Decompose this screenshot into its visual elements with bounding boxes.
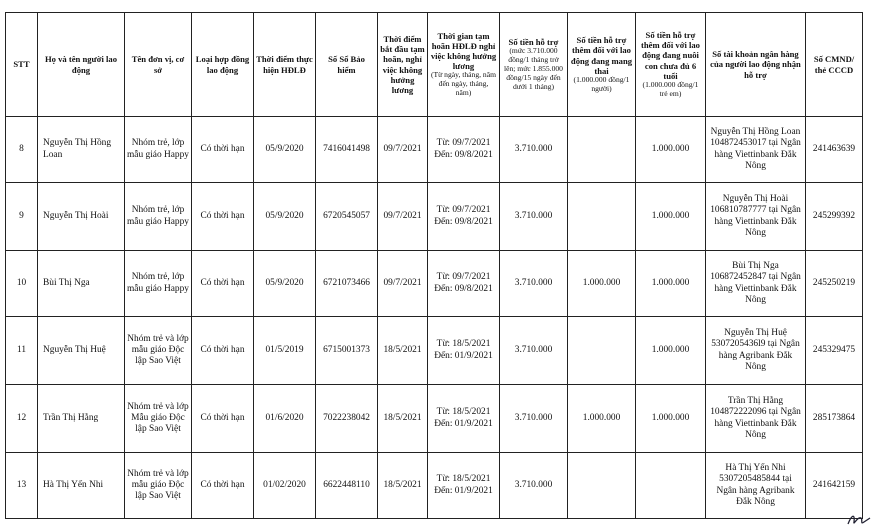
cell-unit: Nhóm trẻ, lớp mẫu giáo Happy bbox=[125, 251, 192, 317]
cell-time: 05/9/2020 bbox=[254, 117, 316, 183]
cell-start: 09/7/2021 bbox=[378, 251, 428, 317]
cell-start: 18/5/2021 bbox=[378, 385, 428, 453]
cell-insurance: 7416041498 bbox=[316, 117, 378, 183]
cell-insurance: 6720545057 bbox=[316, 183, 378, 251]
header-duration bbox=[428, 13, 500, 117]
cell-start: 18/5/2021 bbox=[378, 453, 428, 519]
cell-time: 01/02/2020 bbox=[254, 453, 316, 519]
cell-pregnant bbox=[568, 183, 636, 251]
cell-time: 01/5/2019 bbox=[254, 317, 316, 385]
cell-support: 3.710.000 bbox=[500, 183, 568, 251]
signature-mark bbox=[846, 510, 872, 528]
cell-insurance: 6715001373 bbox=[316, 317, 378, 385]
cell-pregnant: 1.000.000 bbox=[568, 385, 636, 453]
support-table bbox=[5, 12, 863, 519]
cell-duration: Từ: 18/5/2021 Đến: 01/9/2021 bbox=[428, 453, 500, 519]
cell-name: Bùi Thị Nga bbox=[38, 251, 125, 317]
cell-support: 3.710.000 bbox=[500, 385, 568, 453]
cell-stt: 12 bbox=[6, 385, 38, 453]
cell-id: 241642159 bbox=[806, 453, 863, 519]
header-pregnant-note: (1.000.000 đồng/1 người) bbox=[573, 74, 630, 93]
cell-support: 3.710.000 bbox=[500, 453, 568, 519]
header-support bbox=[500, 13, 568, 117]
cell-unit: Nhóm trẻ và lớp mẫu giáo Độc lập Sao Việt bbox=[125, 453, 192, 519]
table-row bbox=[6, 251, 863, 317]
table-row bbox=[6, 385, 863, 453]
cell-contract: Có thời hạn bbox=[192, 317, 254, 385]
cell-stt: 11 bbox=[6, 317, 38, 385]
cell-child: 1.000.000 bbox=[636, 183, 706, 251]
cell-support: 3.710.000 bbox=[500, 251, 568, 317]
cell-time: 01/6/2020 bbox=[254, 385, 316, 453]
cell-insurance: 7022238042 bbox=[316, 385, 378, 453]
header-child-note: (1.000.000 đồng/1 trẻ em) bbox=[642, 79, 699, 98]
cell-pregnant bbox=[568, 453, 636, 519]
header-time: Thời điểm thực hiện HĐLĐ bbox=[254, 13, 316, 117]
cell-start: 18/5/2021 bbox=[378, 317, 428, 385]
header-start: Thời điểm bắt đầu tạm hoãn, nghỉ việc không hưởng lương bbox=[378, 13, 428, 117]
cell-id: 245250219 bbox=[806, 251, 863, 317]
header-child-title: Số tiền hỗ trợ thêm đối với lao động đang nuôi con chưa đủ 6 tuổi bbox=[641, 30, 700, 81]
cell-duration: Từ: 18/5/2021 Đến: 01/9/2021 bbox=[428, 385, 500, 453]
cell-name: Nguyễn Thị Huệ bbox=[38, 317, 125, 385]
cell-unit: Nhóm trẻ và lớp Mẫu giáo Độc lập Sao Việt bbox=[125, 385, 192, 453]
header-duration-title: Thời gian tạm hoãn HĐLĐ nghỉ việc không hưởng lương bbox=[430, 30, 497, 72]
cell-duration: Từ: 09/7/2021 Đến: 09/8/2021 bbox=[428, 251, 500, 317]
header-stt: STT bbox=[6, 13, 38, 117]
header-id: Số CMND/ thẻ CCCD bbox=[806, 13, 863, 117]
header-row bbox=[6, 13, 863, 117]
cell-duration: Từ: 09/7/2021 Đến: 09/8/2021 bbox=[428, 183, 500, 251]
cell-duration: Từ: 09/7/2021 Đến: 09/8/2021 bbox=[428, 117, 500, 183]
header-support-note: (mức 3.710.000 đồng/1 tháng trở lên; mức 1.855.000 đồng/15 ngày đến dưới 1 tháng) bbox=[504, 46, 563, 91]
table-row bbox=[6, 183, 863, 251]
header-child bbox=[636, 13, 706, 117]
cell-stt: 10 bbox=[6, 251, 38, 317]
cell-insurance: 6721073466 bbox=[316, 251, 378, 317]
cell-contract: Có thời hạn bbox=[192, 385, 254, 453]
cell-account: Bùi Thị Nga 106872452847 tại Ngân hàng Viettinbank Đắk Nông bbox=[706, 251, 806, 317]
cell-stt: 9 bbox=[6, 183, 38, 251]
cell-account: Nguyễn Thị Hồng Loan 104872453017 tại Ngân hàng Viettinbank Đắk Nông bbox=[706, 117, 806, 183]
table-row bbox=[6, 453, 863, 519]
cell-support: 3.710.000 bbox=[500, 117, 568, 183]
cell-insurance: 6622448110 bbox=[316, 453, 378, 519]
cell-id: 245299392 bbox=[806, 183, 863, 251]
cell-pregnant bbox=[568, 317, 636, 385]
header-unit: Tên đơn vị, cơ sở bbox=[125, 13, 192, 117]
cell-name: Nguyễn Thị Hoài bbox=[38, 183, 125, 251]
cell-contract: Có thời hạn bbox=[192, 183, 254, 251]
cell-unit: Nhóm trẻ, lớp mẫu giáo Happy bbox=[125, 183, 192, 251]
cell-name: Nguyễn Thị Hồng Loan bbox=[38, 117, 125, 183]
cell-time: 05/9/2020 bbox=[254, 251, 316, 317]
cell-child: 1.000.000 bbox=[636, 251, 706, 317]
header-account: Số tài khoản ngân hàng của người lao động nhận hỗ trợ bbox=[706, 13, 806, 117]
cell-child: 1.000.000 bbox=[636, 385, 706, 453]
cell-unit: Nhóm trẻ, lớp mẫu giáo Happy bbox=[125, 117, 192, 183]
cell-account: Hà Thị Yến Nhi 5307205485844 tại Ngân hàng Agribank Đắk Nông bbox=[706, 453, 806, 519]
cell-name: Hà Thị Yến Nhi bbox=[38, 453, 125, 519]
cell-contract: Có thời hạn bbox=[192, 251, 254, 317]
cell-child: 1.000.000 bbox=[636, 117, 706, 183]
header-name: Họ và tên người lao động bbox=[38, 13, 125, 117]
cell-time: 05/9/2020 bbox=[254, 183, 316, 251]
cell-contract: Có thời hạn bbox=[192, 117, 254, 183]
header-pregnant-title: Số tiền hỗ trợ thêm đối với lao động đang mang thai bbox=[570, 35, 633, 76]
table-row bbox=[6, 117, 863, 183]
cell-account: Trần Thị Hằng 104872222096 tại Ngân hàng Viettinbank Đắk Nông bbox=[706, 385, 806, 453]
cell-pregnant bbox=[568, 117, 636, 183]
table-row bbox=[6, 317, 863, 385]
cell-name: Trần Thị Hằng bbox=[38, 385, 125, 453]
cell-start: 09/7/2021 bbox=[378, 117, 428, 183]
cell-stt: 8 bbox=[6, 117, 38, 183]
cell-pregnant: 1.000.000 bbox=[568, 251, 636, 317]
cell-id: 285173864 bbox=[806, 385, 863, 453]
header-duration-note: (Từ ngày, tháng, năm đến ngày, tháng, năm) bbox=[431, 70, 496, 98]
header-contract: Loại hợp đồng lao động bbox=[192, 13, 254, 117]
header-insurance: Số Sổ Bảo hiểm bbox=[316, 13, 378, 117]
cell-id: 241463639 bbox=[806, 117, 863, 183]
cell-account: Nguyễn Thị Huệ 5307205436l9 tại Ngân hàng Agribank Đắk Nông bbox=[706, 317, 806, 385]
cell-start: 09/7/2021 bbox=[378, 183, 428, 251]
cell-contract: Có thời hạn bbox=[192, 453, 254, 519]
cell-id: 245329475 bbox=[806, 317, 863, 385]
cell-child bbox=[636, 453, 706, 519]
cell-support: 3.710.000 bbox=[500, 317, 568, 385]
cell-child: 1.000.000 bbox=[636, 317, 706, 385]
header-support-title: Số tiền hỗ trợ bbox=[508, 37, 559, 48]
header-pregnant bbox=[568, 13, 636, 117]
cell-unit: Nhóm trẻ và lớp mẫu giáo Độc lập Sao Việt bbox=[125, 317, 192, 385]
cell-stt: 13 bbox=[6, 453, 38, 519]
cell-duration: Từ: 18/5/2021 Đến: 01/9/2021 bbox=[428, 317, 500, 385]
cell-account: Nguyễn Thị Hoài 106810787777 tại Ngân hàng Viettinbank Đắk Nông bbox=[706, 183, 806, 251]
